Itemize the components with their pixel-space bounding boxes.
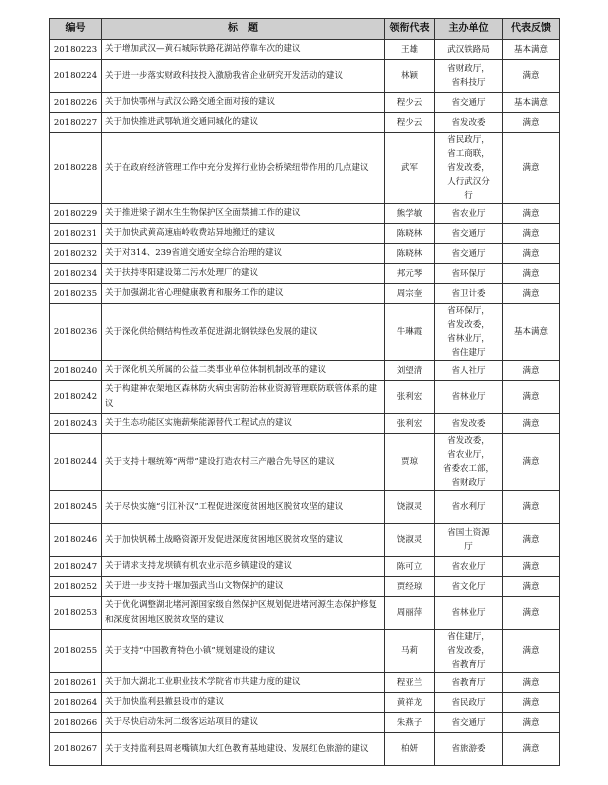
cell-unit: [435, 491, 503, 524]
unit-line: 省发改委: [451, 117, 486, 128]
cell-unit: [435, 577, 503, 597]
cell-code: 20180267: [50, 733, 102, 766]
table-row: [50, 60, 560, 93]
table-row: [50, 133, 560, 204]
cell-rep: 牛琳霞: [385, 304, 435, 361]
cell-rep: 朱燕子: [385, 713, 435, 733]
cell-feedback: 满意: [503, 597, 560, 630]
cell-unit: [435, 40, 503, 60]
cell-code: 20180235: [50, 284, 102, 304]
cell-code: 20180229: [50, 204, 102, 224]
cell-title: 关于请求支持龙坝镇有机农业示范乡镇建设的建议: [102, 557, 385, 577]
unit-line: 省财政厅，: [447, 64, 490, 74]
cell-unit: [435, 630, 503, 673]
unit-line: 省交通厅: [451, 717, 486, 728]
unit-line: 省卫计委: [451, 288, 486, 299]
cell-title: 关于加快武黄高速庙岭收费站异地搬迁的建议: [102, 224, 385, 244]
cell-unit: [435, 284, 503, 304]
cell-rep: 马莉: [385, 630, 435, 673]
table-row: [50, 713, 560, 733]
cell-unit: [435, 60, 503, 93]
cell-title: 关于深化供给侧结构性改革促进湖北钢铁绿色发展的建议: [102, 304, 385, 361]
cell-code: 20180228: [50, 133, 102, 204]
unit-line: 省交通厅: [451, 97, 486, 108]
unit-line: 省农业厅: [451, 561, 486, 572]
cell-rep: 饶淑灵: [385, 524, 435, 557]
unit-line: 省工商联，: [447, 149, 490, 159]
cell-title: 关于生态功能区实施薪柴能源替代工程试点的建议: [102, 414, 385, 434]
cell-rep: 王雄: [385, 40, 435, 60]
unit-line: 省林业厅，: [447, 334, 490, 344]
cell-feedback: 满意: [503, 693, 560, 713]
table-row: [50, 204, 560, 224]
cell-unit: [435, 264, 503, 284]
cell-code: 20180240: [50, 361, 102, 381]
cell-feedback: 满意: [503, 414, 560, 434]
cell-unit: [435, 673, 503, 693]
cell-title: 关于增加武汉—黄石城际铁路花湖站停靠车次的建议: [102, 40, 385, 60]
cell-unit: [435, 361, 503, 381]
cell-title: 关于加快推进武鄂轨道交通同城化的建议: [102, 113, 385, 133]
unit-line: 省环保厅，: [447, 306, 490, 316]
cell-code: 20180223: [50, 40, 102, 60]
table-row: [50, 284, 560, 304]
cell-unit: [435, 113, 503, 133]
cell-code: 20180245: [50, 491, 102, 524]
cell-rep: 饶淑灵: [385, 491, 435, 524]
cell-title: 关于扶持枣阳建设第二污水处理厂的建议: [102, 264, 385, 284]
table-row: [50, 224, 560, 244]
cell-title: 关于加强湖北省心理健康教育和服务工作的建议: [102, 284, 385, 304]
header-row: [50, 19, 560, 40]
table-row: [50, 361, 560, 381]
header-feedback: 代表反馈: [503, 19, 560, 40]
cell-feedback: 满意: [503, 224, 560, 244]
unit-line: 省教育厅: [451, 660, 486, 670]
cell-title: 关于尽快启动朱河二级客运站项目的建议: [102, 713, 385, 733]
unit-line: 省民政厅，: [447, 135, 490, 145]
cell-code: 20180264: [50, 693, 102, 713]
cell-unit: [435, 713, 503, 733]
unit-line: 省旅游委: [451, 744, 486, 754]
cell-title: 关于加快监利县撤县设市的建议: [102, 693, 385, 713]
cell-feedback: 满意: [503, 264, 560, 284]
table-row: [50, 414, 560, 434]
cell-rep: 熊学敏: [385, 204, 435, 224]
unit-line: 省人社厅: [451, 365, 486, 376]
unit-line: 武汉铁路局: [447, 44, 490, 55]
cell-feedback: 满意: [503, 673, 560, 693]
header-title: 标 题: [102, 19, 385, 40]
cell-feedback: 基本满意: [503, 93, 560, 113]
cell-code: 20180242: [50, 381, 102, 414]
cell-feedback: 满意: [503, 204, 560, 224]
cell-rep: 邦元琴: [385, 264, 435, 284]
cell-code: 20180231: [50, 224, 102, 244]
unit-line: 省水利厅: [451, 502, 486, 512]
header-rep: 领衔代表: [385, 19, 435, 40]
cell-title: 关于优化调整湖北堵河源国家级自然保护区规划促进堵河源生态保护修复和深度贫困地区脱贫攻坚的建议: [102, 597, 385, 630]
cell-code: 20180232: [50, 244, 102, 264]
cell-code: 20180236: [50, 304, 102, 361]
cell-feedback: 基本满意: [503, 40, 560, 60]
cell-title: 关于尽快实施“引江补汉”工程促进深度贫困地区脱贫攻坚的建议: [102, 491, 385, 524]
cell-code: 20180226: [50, 93, 102, 113]
unit-line: 省交通厅: [451, 228, 486, 239]
cell-rep: 陈晓林: [385, 224, 435, 244]
cell-feedback: 满意: [503, 434, 560, 491]
cell-rep: 陈可立: [385, 557, 435, 577]
cell-unit: [435, 244, 503, 264]
cell-title: 关于加快鄂州与武汉公路交通全面对接的建议: [102, 93, 385, 113]
cell-unit: [435, 204, 503, 224]
cell-code: 20180253: [50, 597, 102, 630]
unit-line: 省文化厅: [451, 581, 486, 592]
table-row: [50, 434, 560, 491]
cell-title: 关于进一步落实财政科技投入激励我省企业研究开发活动的建议: [102, 60, 385, 93]
cell-rep: 林颖: [385, 60, 435, 93]
cell-unit: [435, 557, 503, 577]
cell-unit: [435, 93, 503, 113]
cell-code: 20180246: [50, 524, 102, 557]
cell-title: 关于推进梁子湖水生生物保护区全面禁捕工作的建议: [102, 204, 385, 224]
header-code: 编号: [50, 19, 102, 40]
table-row: [50, 630, 560, 673]
cell-title: 关于对314、239省道交通安全综合治理的建议: [102, 244, 385, 264]
cell-rep: 周丽萍: [385, 597, 435, 630]
cell-rep: 程少云: [385, 93, 435, 113]
unit-line: 省民政厅: [451, 697, 486, 708]
cell-unit: [435, 434, 503, 491]
table-row: [50, 524, 560, 557]
unit-line: 省发改委，: [447, 646, 490, 656]
unit-line: 省委农工部，: [442, 464, 494, 474]
cell-code: 20180243: [50, 414, 102, 434]
cell-rep: 刘望清: [385, 361, 435, 381]
cell-unit: [435, 693, 503, 713]
unit-line: 省林业厅: [451, 392, 486, 402]
table-row: [50, 597, 560, 630]
cell-feedback: 满意: [503, 630, 560, 673]
cell-title: 关于支持“中国教育特色小镇”规划建设的建议: [102, 630, 385, 673]
cell-title: 关于深化机关所属的公益二类事业单位体制机制改革的建议: [102, 361, 385, 381]
table-row: [50, 304, 560, 361]
cell-title: 关于支持十堰统筹“两带”建设打造农村三产融合先导区的建议: [102, 434, 385, 491]
cell-rep: 贾经琼: [385, 577, 435, 597]
cell-code: 20180255: [50, 630, 102, 673]
cell-title: 关于在政府经济管理工作中充分发挥行业协会桥梁纽带作用的几点建议: [102, 133, 385, 204]
cell-unit: [435, 733, 503, 766]
table-row: [50, 93, 560, 113]
unit-line: 省林业厅: [451, 608, 486, 618]
unit-line: 人行武汉分: [447, 177, 490, 187]
cell-feedback: 满意: [503, 60, 560, 93]
cell-rep: 张利宏: [385, 381, 435, 414]
unit-line: 省发改委，: [447, 436, 490, 446]
proposal-table: [49, 18, 560, 766]
unit-line: 省交通厅: [451, 248, 486, 259]
cell-feedback: 满意: [503, 244, 560, 264]
cell-feedback: 基本满意: [503, 304, 560, 361]
cell-code: 20180224: [50, 60, 102, 93]
table-row: [50, 113, 560, 133]
cell-feedback: 满意: [503, 733, 560, 766]
table-row: [50, 673, 560, 693]
cell-feedback: 满意: [503, 284, 560, 304]
cell-feedback: 满意: [503, 113, 560, 133]
unit-line: 省财政厅: [451, 478, 486, 488]
cell-feedback: 满意: [503, 133, 560, 204]
table-row: [50, 577, 560, 597]
cell-code: 20180227: [50, 113, 102, 133]
cell-title: 关于加大湖北工业职业技术学院省市共建力度的建议: [102, 673, 385, 693]
cell-code: 20180252: [50, 577, 102, 597]
table-row: [50, 693, 560, 713]
cell-rep: 周宗奎: [385, 284, 435, 304]
table-row: [50, 733, 560, 766]
unit-line: 省科技厅: [451, 78, 486, 88]
unit-line: 省环保厅: [451, 268, 486, 279]
cell-code: 20180244: [50, 434, 102, 491]
cell-unit: [435, 524, 503, 557]
cell-unit: [435, 381, 503, 414]
cell-feedback: 满意: [503, 557, 560, 577]
unit-line: 行: [464, 191, 473, 201]
unit-line: 省农业厅，: [447, 450, 490, 460]
table-row: [50, 40, 560, 60]
cell-rep: 程少云: [385, 113, 435, 133]
cell-code: 20180234: [50, 264, 102, 284]
cell-rep: 贾琼: [385, 434, 435, 491]
unit-line: 省教育厅: [451, 677, 486, 688]
table-row: [50, 381, 560, 414]
table-row: [50, 491, 560, 524]
table-row: [50, 244, 560, 264]
cell-title: 关于进一步支持十堰加强武当山文物保护的建议: [102, 577, 385, 597]
cell-rep: 柏妍: [385, 733, 435, 766]
cell-unit: [435, 304, 503, 361]
unit-line: 省国土资源: [447, 528, 490, 538]
cell-code: 20180261: [50, 673, 102, 693]
cell-feedback: 满意: [503, 713, 560, 733]
cell-title: 关于加快钒稀土战略资源开发促进深度贫困地区脱贫攻坚的建议: [102, 524, 385, 557]
cell-unit: [435, 224, 503, 244]
cell-feedback: 满意: [503, 524, 560, 557]
unit-line: 省住建厅，: [447, 632, 490, 642]
unit-line: 省发改委: [451, 418, 486, 429]
table-row: [50, 557, 560, 577]
cell-rep: 陈晓林: [385, 244, 435, 264]
unit-line: 省发改委，: [447, 320, 490, 330]
cell-feedback: 满意: [503, 577, 560, 597]
unit-line: 省农业厅: [451, 208, 486, 219]
cell-rep: 程亚兰: [385, 673, 435, 693]
cell-title: 关于构建神农架地区森林防火病虫害防治林业资源管理联防联管体系的建议: [102, 381, 385, 414]
cell-unit: [435, 414, 503, 434]
cell-unit: [435, 133, 503, 204]
header-unit: 主办单位: [435, 19, 503, 40]
cell-rep: 张利宏: [385, 414, 435, 434]
cell-feedback: 满意: [503, 381, 560, 414]
cell-feedback: 满意: [503, 361, 560, 381]
unit-line: 厅: [464, 542, 473, 552]
cell-code: 20180247: [50, 557, 102, 577]
cell-feedback: 满意: [503, 491, 560, 524]
cell-rep: 黄祥龙: [385, 693, 435, 713]
cell-title: 关于支持监利县周老嘴镇加大红色教育基地建设、发展红色旅游的建议: [102, 733, 385, 766]
cell-unit: [435, 597, 503, 630]
unit-line: 省住建厅: [451, 348, 486, 358]
table-row: [50, 264, 560, 284]
cell-code: 20180266: [50, 713, 102, 733]
unit-line: 省发改委，: [447, 163, 490, 173]
cell-rep: 武军: [385, 133, 435, 204]
